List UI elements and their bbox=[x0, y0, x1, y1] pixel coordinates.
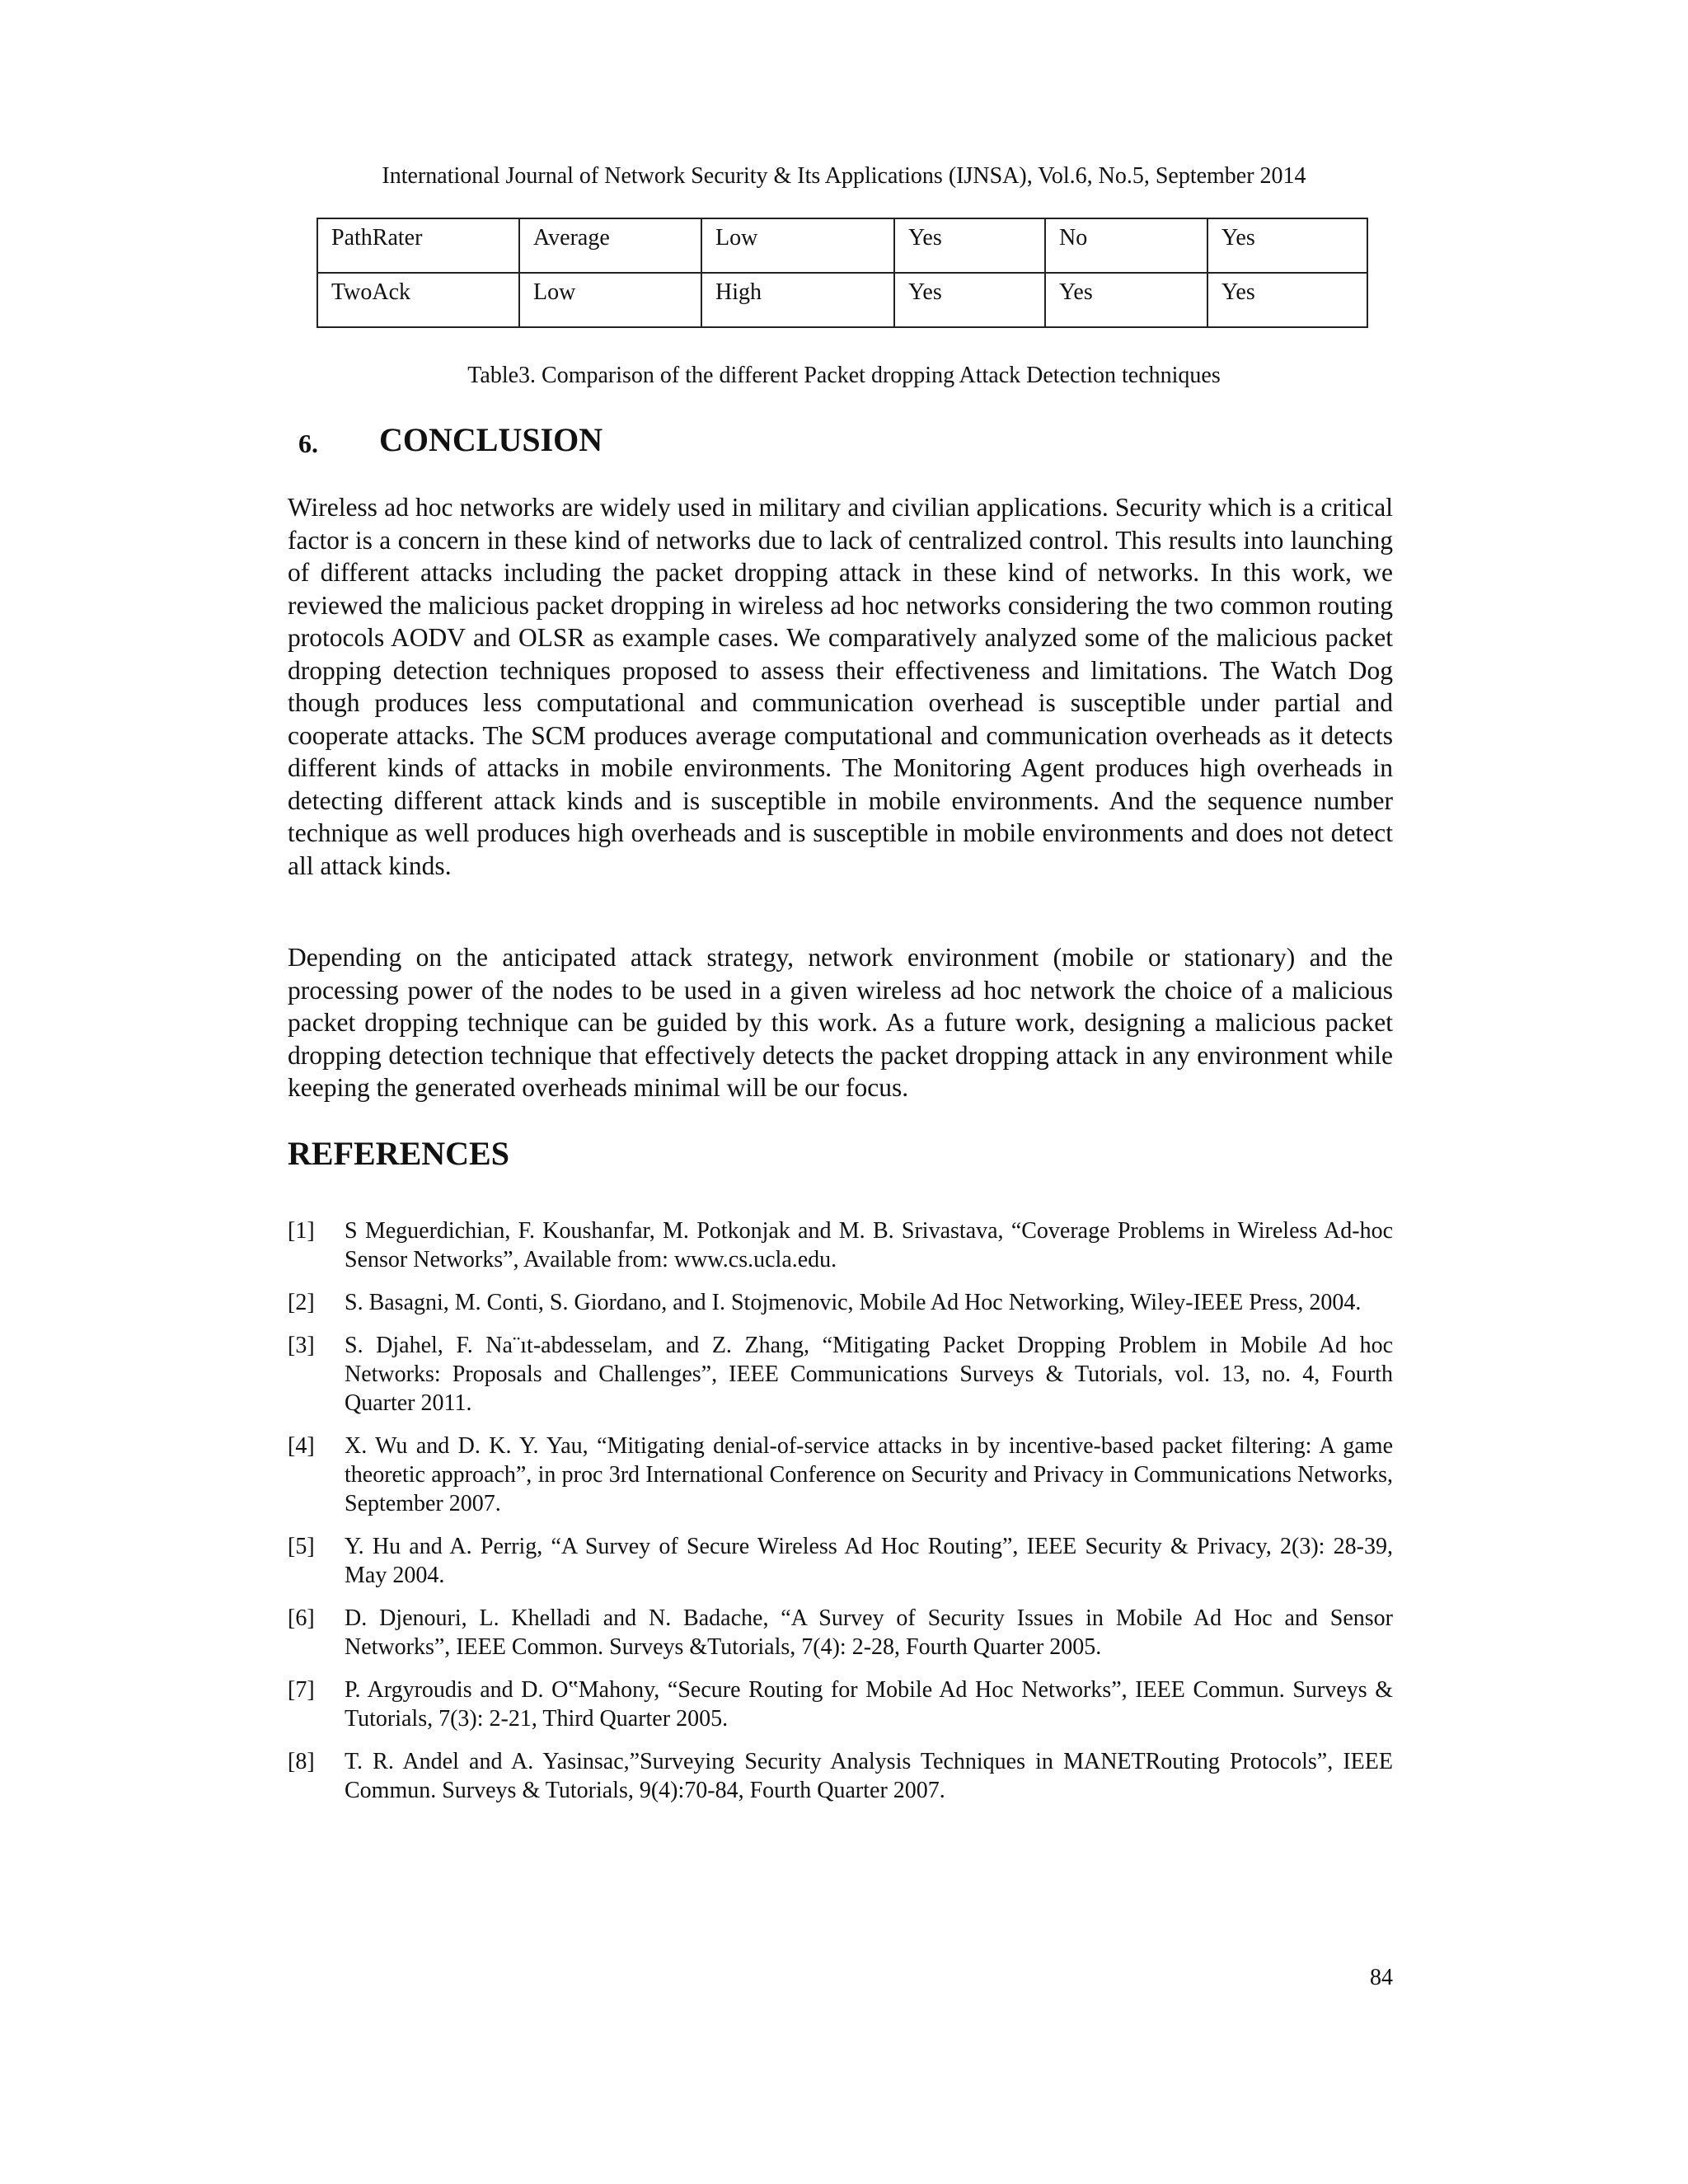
reference-item bbox=[288, 1604, 1393, 1661]
table-cell: Yes bbox=[1045, 273, 1207, 327]
table-cell: TwoAck bbox=[317, 273, 519, 327]
table-cell: Average bbox=[519, 218, 701, 273]
reference-text: S. Djahel, F. Na¨ıt-abdesselam, and Z. Zhang, “Mitigating Packet Dropping Problem in Mobile Ad hoc Networks: Proposals and Challenges”, IEEE Communications Surveys & Tutorials, vol. 13, no. 4, Fourth Quarter 2011. bbox=[345, 1333, 1393, 1416]
comparison-table bbox=[316, 218, 1368, 328]
table-cell: Yes bbox=[894, 273, 1045, 327]
table-cell: Yes bbox=[1207, 218, 1367, 273]
reference-number: [1] bbox=[288, 1218, 315, 1244]
table-cell: Yes bbox=[894, 218, 1045, 273]
reference-item bbox=[288, 1216, 1393, 1274]
running-header: International Journal of Network Security & Its Applications (IJNSA), Vol.6, No.5, September 2014 bbox=[382, 163, 1306, 189]
conclusion-paragraph: Wireless ad hoc networks are widely used in military and civilian applications. Security which is a critical factor is a concern in these kind of networks due to lack of centralized control. This results into launching of different attacks including the packet dropping attack in these kind of networks. In this work, we reviewed the malicious packet dropping in wireless ad hoc networks considering the two common routing protocols AODV and OLSR as example cases. We comparatively analyzed some of the malicious packet dropping detection techniques proposed to assess their effectiveness and limitations. The Watch Dog though produces less computational and communication overhead is susceptible under partial and cooperate attacks. The SCM produces average computational and communication overheads as it detects different kinds of attacks in mobile environments. The Monitoring Agent produces high overheads in detecting different attack kinds and is susceptible in mobile environments. And the sequence number technique as well produces high overheads and is susceptible in mobile environments and does not detect all attack kinds. bbox=[288, 493, 1393, 880]
table-cell: Low bbox=[519, 273, 701, 327]
reference-number: [6] bbox=[288, 1605, 315, 1631]
page-number: 84 bbox=[1370, 1965, 1393, 1990]
reference-text: P. Argyroudis and D. O‟Mahony, “Secure Routing for Mobile Ad Hoc Networks”, IEEE Commun. Surveys & Tutorials, 7(3): 2-21, Third Quarter 2005. bbox=[345, 1677, 1393, 1732]
reference-number: [3] bbox=[288, 1333, 315, 1358]
table-cell: Yes bbox=[1207, 273, 1367, 327]
reference-number: [2] bbox=[288, 1290, 315, 1315]
reference-item bbox=[288, 1288, 1393, 1317]
table-caption: Table3. Comparison of the different Packet dropping Attack Detection techniques bbox=[467, 363, 1221, 388]
table-row bbox=[317, 218, 1367, 273]
reference-text: S. Basagni, M. Conti, S. Giordano, and I. Stojmenovic, Mobile Ad Hoc Networking, Wiley-IEEE Press, 2004. bbox=[345, 1290, 1362, 1315]
reference-number: [5] bbox=[288, 1534, 315, 1559]
table-cell: High bbox=[701, 273, 894, 327]
section-number: 6. bbox=[298, 429, 318, 458]
reference-item bbox=[288, 1675, 1393, 1733]
reference-item bbox=[288, 1331, 1393, 1418]
table-cell: PathRater bbox=[317, 218, 519, 273]
reference-text: S Meguerdichian, F. Koushanfar, M. Potkonjak and M. B. Srivastava, “Coverage Problems in Wireless Ad-hoc Sensor Networks”, Available from: www.cs.ucla.edu. bbox=[345, 1218, 1393, 1272]
table-cell: No bbox=[1045, 218, 1207, 273]
reference-number: [4] bbox=[288, 1433, 315, 1459]
table-row bbox=[317, 273, 1367, 327]
reference-item bbox=[288, 1432, 1393, 1518]
conclusion-paragraph: Depending on the anticipated attack strategy, network environment (mobile or stationary) and the processing power of the nodes to be used in a given wireless ad hoc network the choice of a malicious packet dropping technique can be guided by this work. As a future work, designing a malicious packet dropping detection technique that effectively detects the packet dropping attack in any environment while keeping the generated overheads minimal will be our focus. bbox=[288, 943, 1393, 1102]
reference-text: Y. Hu and A. Perrig, “A Survey of Secure Wireless Ad Hoc Routing”, IEEE Security & Privacy, 2(3): 28-39, May 2004. bbox=[345, 1534, 1393, 1588]
reference-number: [8] bbox=[288, 1749, 315, 1774]
reference-text: D. Djenouri, L. Khelladi and N. Badache, “A Survey of Security Issues in Mobile Ad Hoc and Sensor Networks”, IEEE Common. Surveys &Tutorials, 7(4): 2-28, Fourth Quarter 2005. bbox=[345, 1605, 1393, 1660]
reference-text: X. Wu and D. K. Y. Yau, “Mitigating denial-of-service attacks in by incentive-based packet filtering: A game theoretic approach”, in proc 3rd International Conference on Security and Privacy in Communications Networks, September 2007. bbox=[345, 1433, 1393, 1516]
reference-number: [7] bbox=[288, 1677, 315, 1703]
reference-text: T. R. Andel and A. Yasinsac,”Surveying Security Analysis Techniques in MANETRouting Protocols”, IEEE Commun. Surveys & Tutorials, 9(4):70-84, Fourth Quarter 2007. bbox=[345, 1749, 1393, 1803]
table-cell: Low bbox=[701, 218, 894, 273]
reference-list bbox=[288, 1216, 1393, 1819]
reference-item bbox=[288, 1532, 1393, 1590]
section-heading-conclusion: CONCLUSION bbox=[379, 421, 603, 458]
reference-item bbox=[288, 1747, 1393, 1805]
section-heading-references: REFERENCES bbox=[288, 1135, 509, 1172]
